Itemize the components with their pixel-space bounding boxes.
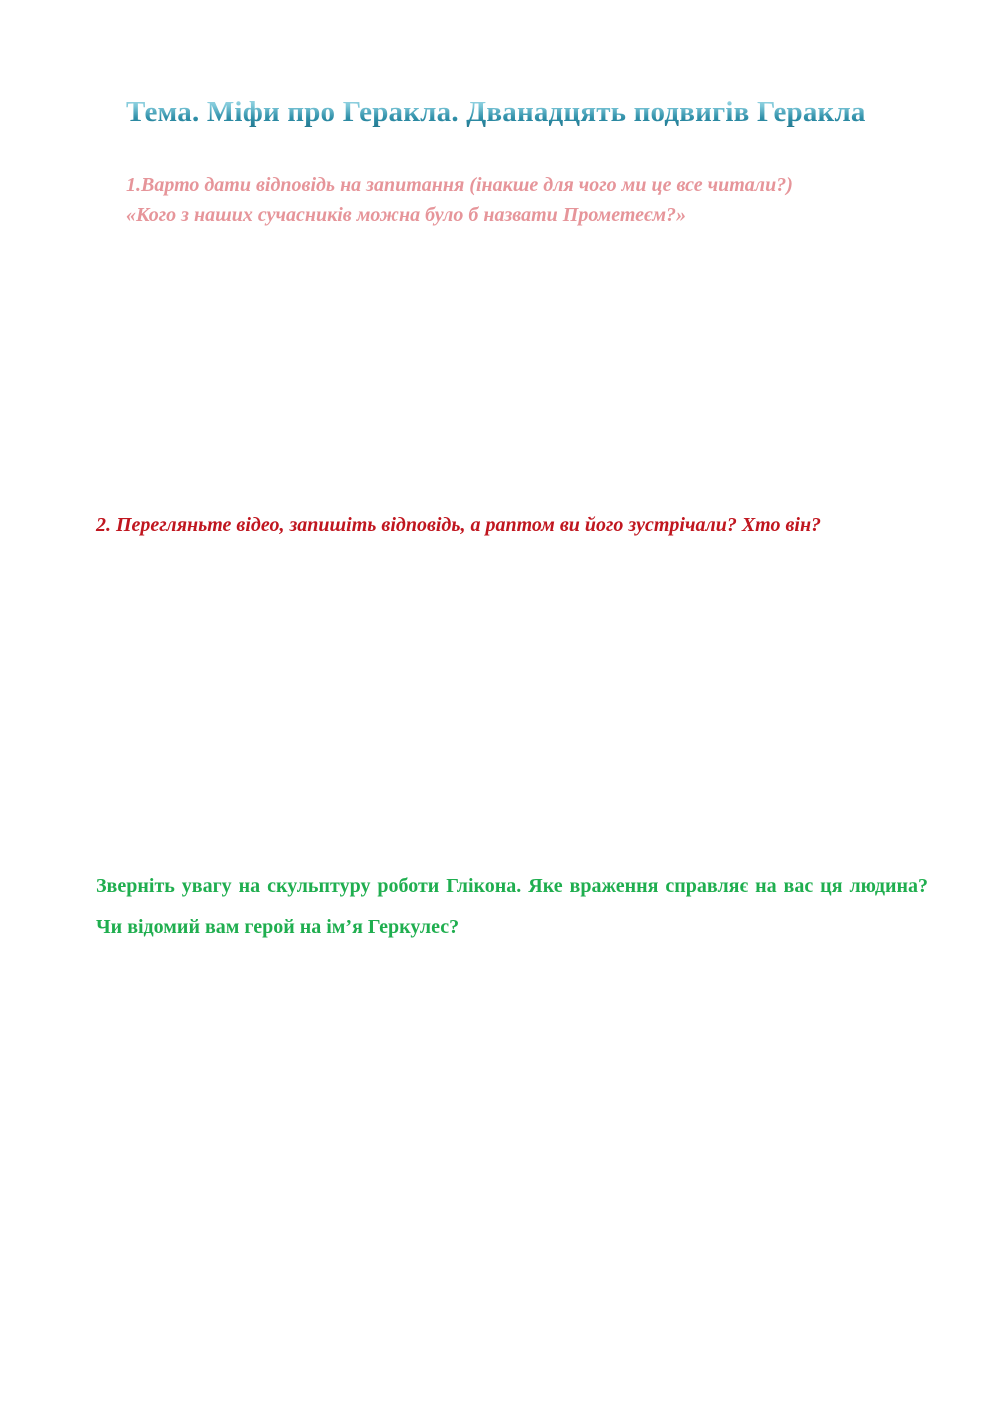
question-1-line-1: 1.Варто дати відповідь на запитання (інакше для чого ми це все читали?) [126, 174, 793, 196]
question-1-line-2: «Кого з наших сучасників можна було б назвати Прометеєм?» [126, 204, 687, 226]
page-title: Тема. Міфи про Геракла. Дванадцять подвигів Геракла [126, 92, 886, 132]
question-2: 2. Перегляньте відео, запишіть відповідь, а раптом ви його зустрічали? Хто він? [96, 514, 822, 536]
question-3: Зверніть увагу на скульптуру роботи Глікона. Яке враження справляє на вас ця людина? Чи відомий вам герой на ім’я Геркулес? [96, 875, 928, 938]
question-1 [126, 170, 946, 230]
